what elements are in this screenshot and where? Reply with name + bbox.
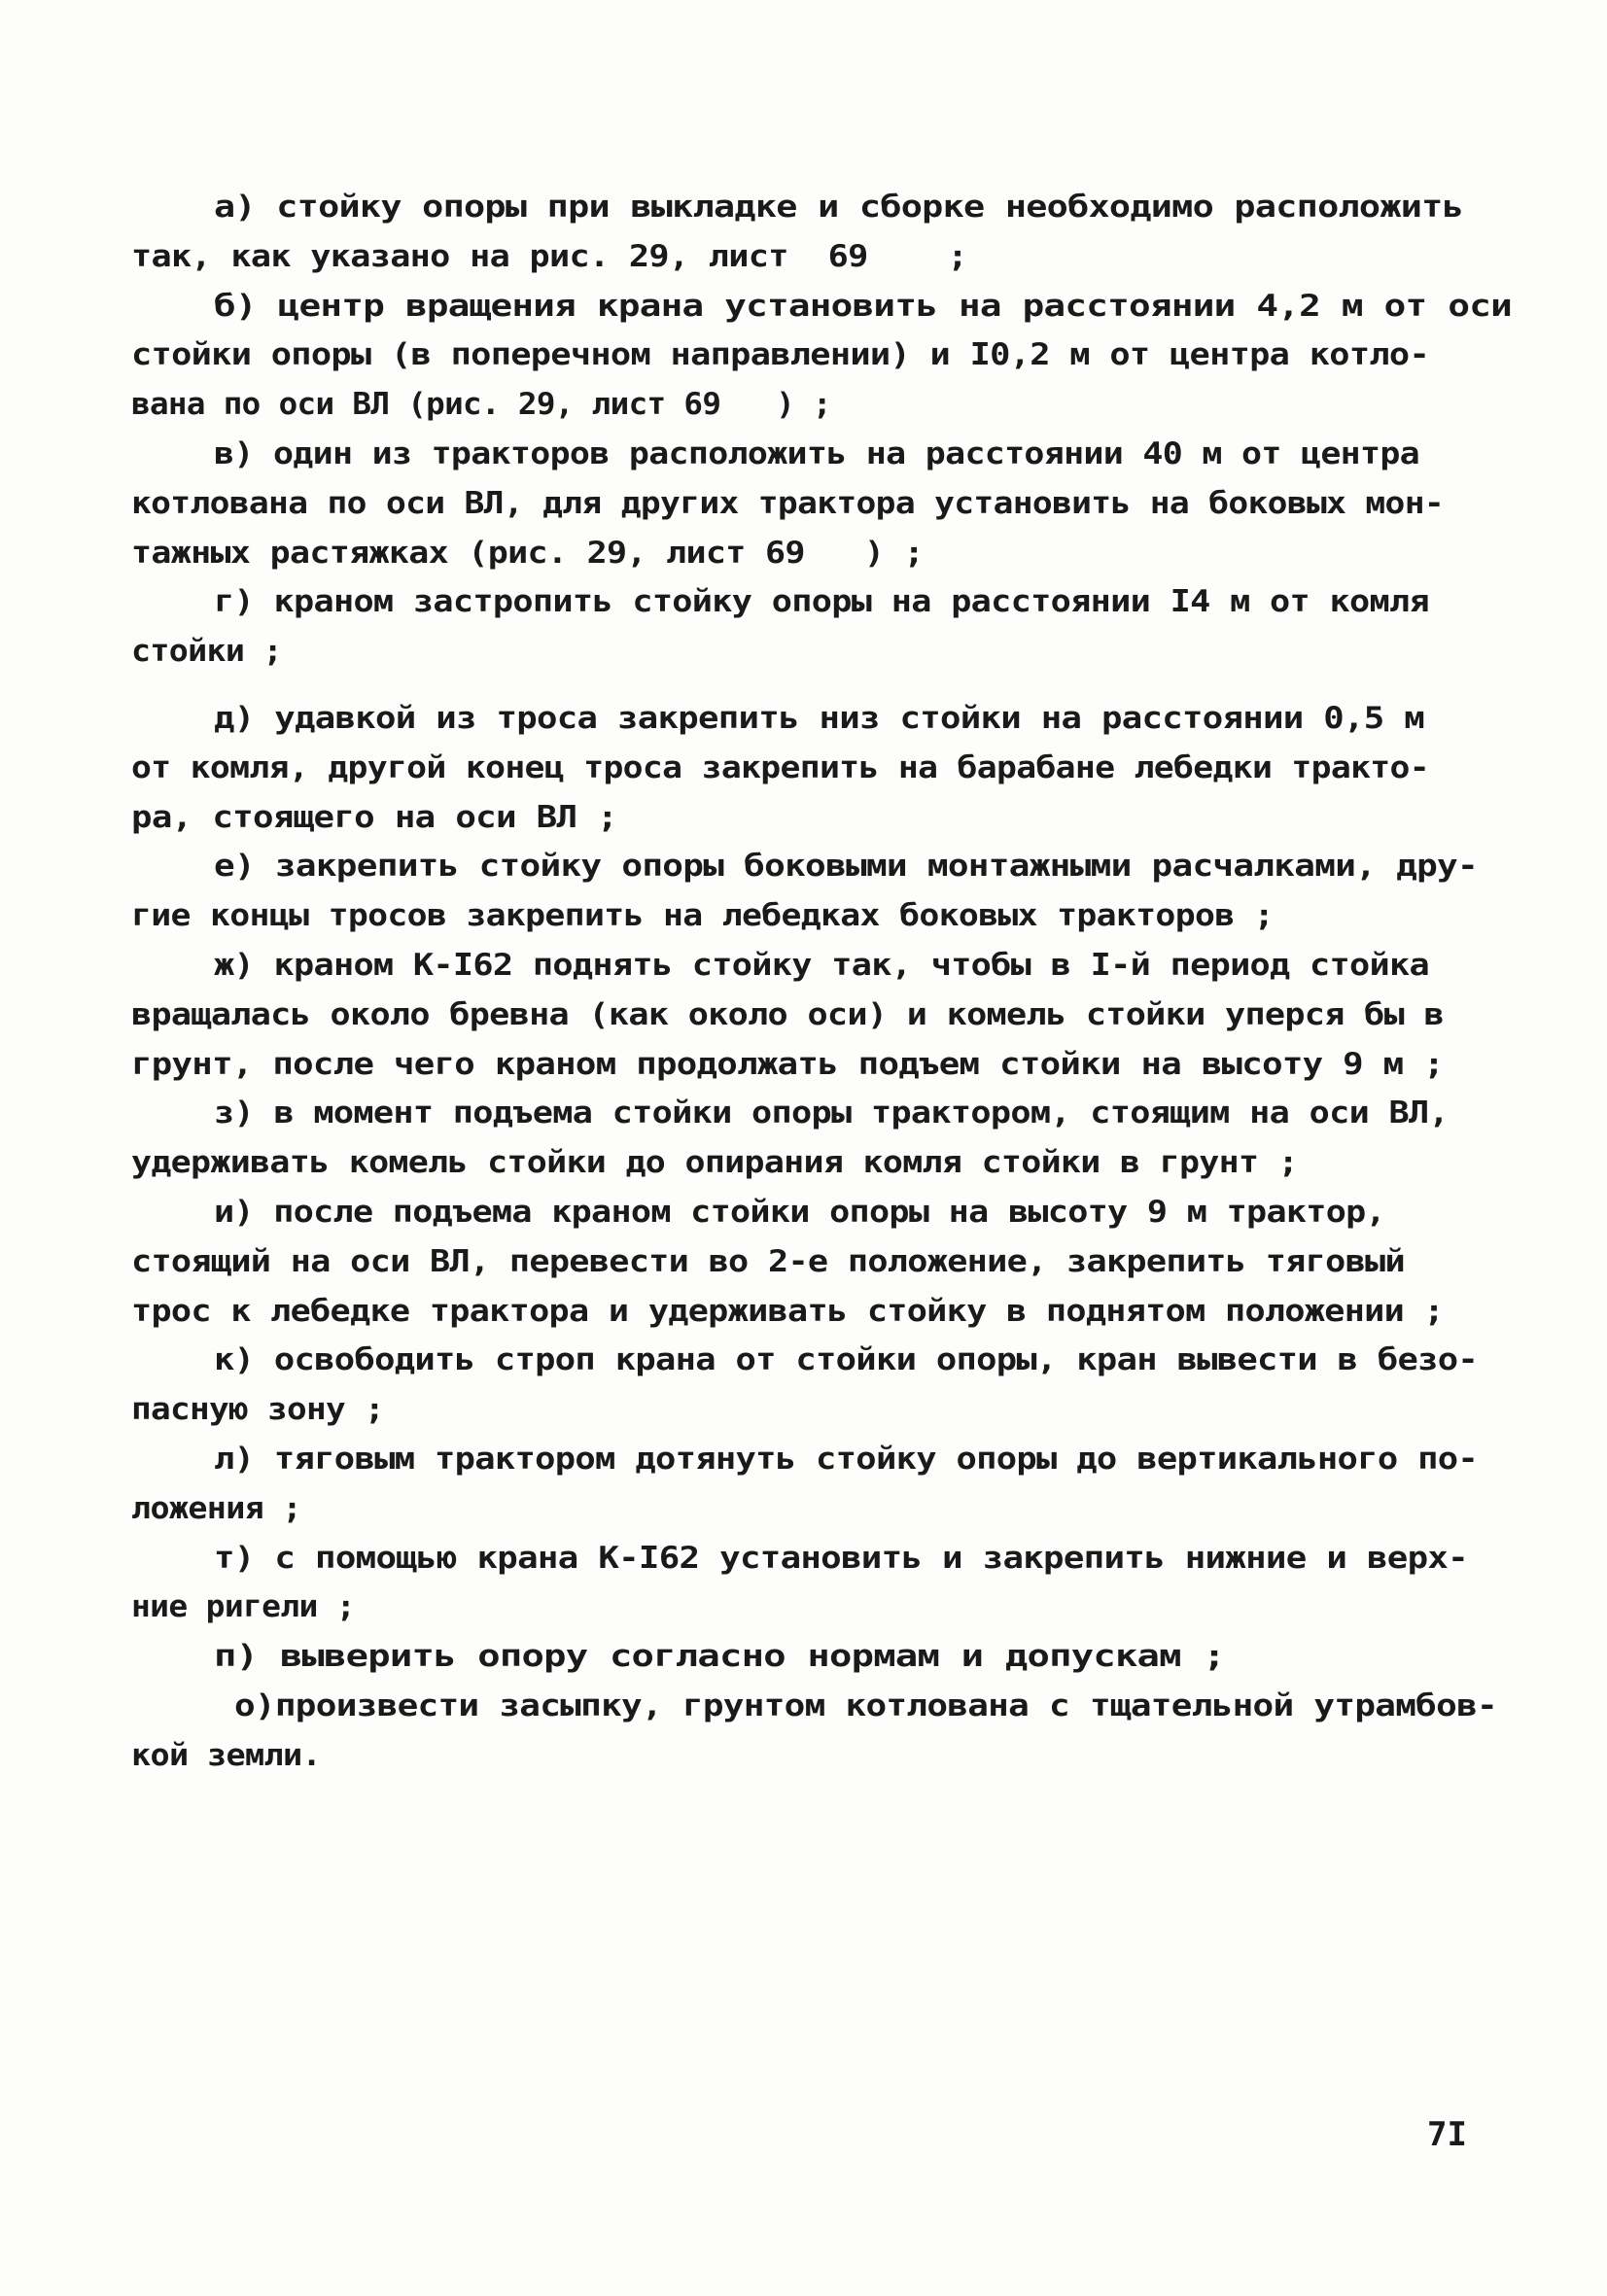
text-line: котлована по оси ВЛ, для других трактора установить на боковых мон-: [131, 485, 1444, 521]
text-line: стойки опоры (в поперечном направлении) и I0,2 м от центра котло-: [131, 337, 1429, 373]
text-line: ж) краном К-I62 поднять стойку так, чтобы в I-й период стойка: [214, 947, 1429, 983]
text-line: о)произвести засыпку, грунтом котлована с тщательной утрамбов-: [214, 1687, 1497, 1723]
text-line: стойки ;: [131, 634, 282, 670]
text-line: ложения ;: [131, 1490, 301, 1526]
text-line: г) краном застропить стойку опоры на расстоянии I4 м от комля: [214, 584, 1429, 620]
text-line: так, как указано на рис. 29, лист 69 ;: [131, 238, 967, 274]
text-line: в) один из тракторов расположить на расстоянии 40 м от центра: [214, 435, 1419, 471]
text-line: з) в момент подъема стойки опоры трактором, стоящим на оси ВЛ,: [214, 1096, 1449, 1131]
text-line: и) после подъема краном стойки опоры на высоту 9 м трактор,: [214, 1194, 1385, 1230]
text-line: удерживать комель стойки до опирания комля стойки в грунт ;: [131, 1145, 1298, 1181]
text-line: стоящий на оси ВЛ, перевести во 2-е положение, закрепить тяговый: [131, 1243, 1405, 1279]
text-line: от комля, другой конец троса закрепить на барабане лебедки тракто-: [131, 749, 1429, 785]
text-line: тажных растяжках (рис. 29, лист 69 ) ;: [131, 535, 924, 571]
text-line: л) тяговым трактором дотянуть стойку опоры до вертикального по-: [214, 1441, 1478, 1477]
text-line: трос к лебедке трактора и удерживать стойку в поднятом положении ;: [131, 1293, 1444, 1329]
page-number: 7I: [1427, 2115, 1467, 2154]
text-line: ра, стоящего на оси ВЛ ;: [131, 799, 617, 835]
text-line: п) выверить опору согласно нормам и допускам ;: [214, 1639, 1225, 1675]
text-line: вана по оси ВЛ (рис. 29, лист 69 ) ;: [131, 387, 831, 423]
body-text: [131, 183, 1513, 1781]
text-line: пасную зону ;: [131, 1392, 384, 1428]
text-line: е) закрепить стойку опоры боковыми монтажными расчалками, дру-: [214, 849, 1479, 885]
text-line: т) с помощью крана К-I62 установить и закрепить нижние и верх-: [214, 1540, 1468, 1576]
text-line: б) центр вращения крана установить на расстоянии 4,2 м от оси: [214, 288, 1513, 324]
text-line: гие концы тросов закрепить на лебедках боковых тракторов ;: [131, 898, 1274, 934]
text-line: кой земли.: [131, 1737, 321, 1773]
text-line: вращалась около бревна (как около оси) и комель стойки уперся бы в: [131, 996, 1444, 1032]
text-line: ние ригели ;: [131, 1589, 355, 1625]
text-line: а) стойку опоры при выкладке и сборке необходимо расположить: [214, 190, 1463, 225]
text-line: к) освободить строп крана от стойки опоры, кран вывести в безо-: [214, 1342, 1478, 1378]
text-line: д) удавкой из троса закрепить низ стойки на расстоянии 0,5 м: [214, 700, 1424, 736]
text-line: грунт, после чего краном продолжать подъем стойки на высоту 9 м ;: [131, 1046, 1444, 1082]
